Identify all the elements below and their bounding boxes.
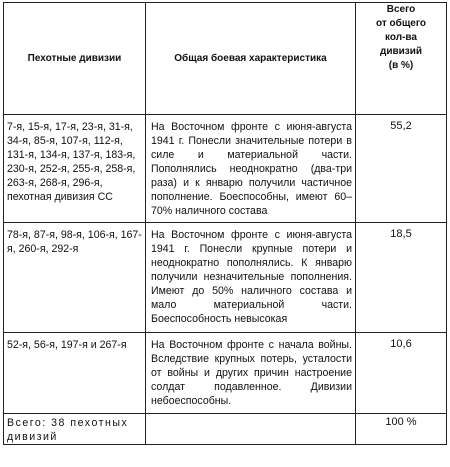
header-divisions: Пехотные дивизии [4,3,146,115]
total-row [4,414,447,445]
header-share-line: кол-ва [385,32,417,43]
header-row [4,3,447,115]
header-share-line: от общего [376,18,426,29]
divisions-cell: 7-я, 15-я, 17-я, 23-я, 31-я, 34-я, 85-я, 107-я, 112-я, 131-я, 134-я, 137-я, 183-я, 230-я, 252-я, 255-я, 258-я, 263-я, 268-я, 296-я, пехотная дивизия СС [4,115,146,223]
header-share [356,3,447,115]
total-share: 100 % [356,414,447,445]
share-cell: 55,2 [356,115,447,223]
header-share-line: дивизий [379,46,423,57]
share-cell: 10,6 [356,333,447,414]
characteristic-cell: На Восточном фронте с начала войны. Вследствие крупных потерь, усталости от войны и других причин настроение солдат подавленное. Дивизии небоеспособны. [146,333,356,414]
divisions-cell: 52-я, 56-я, 197-я и 267-я [4,333,146,414]
characteristic-cell: На Восточном фронте с июня-августа 1941 г. Понесли крупные потери и неоднократно пополнялись. К январю получили незначительные пополнения. Имеют до 50% наличного состава и мало материальной части. Боеспособность невысокая [146,223,356,333]
table-row [4,115,447,223]
characteristic-cell: На Восточном фронте с июня-августа 1941 г. Понесли значительные потери в силе и материальной части. Пополнялись неоднократно (два-три раза) и к январю получили частичное пополнение. Боеспособны, имеют 60–70% наличного состава [146,115,356,223]
header-share-line: (в %) [388,60,414,71]
total-label-text: Всего: 38 пехотных дивизий [7,417,129,443]
total-label [4,414,146,445]
divisions-cell: 78-я, 87-я, 98-я, 106-я, 167-я, 260-я, 292-я [4,223,146,333]
header-characteristic: Общая боевая характеристика [146,3,356,115]
table-row [4,333,447,414]
share-cell: 18,5 [356,223,447,333]
divisions-table [3,2,447,445]
total-empty-cell [146,414,356,445]
header-share-line: Всего [386,4,416,15]
table-row [4,223,447,333]
